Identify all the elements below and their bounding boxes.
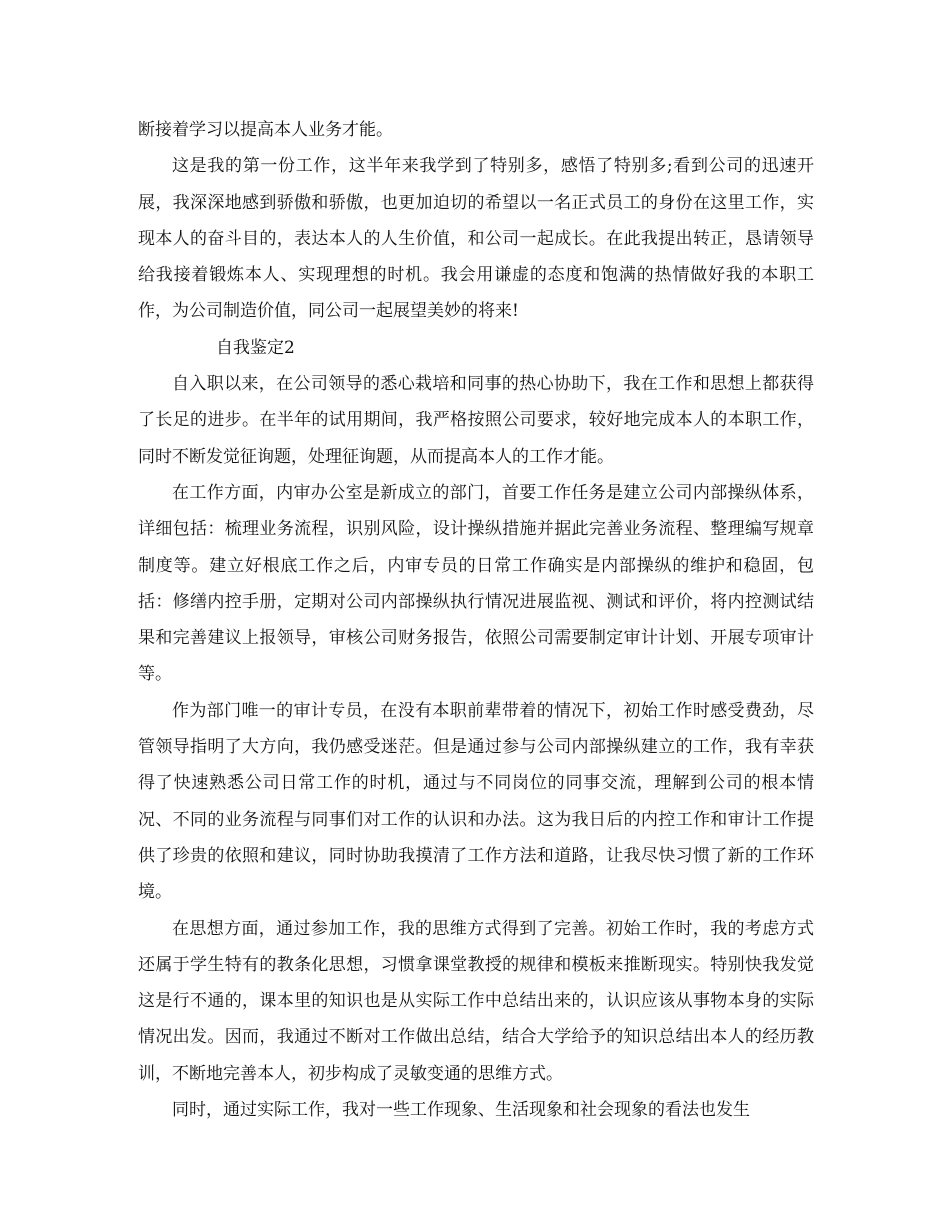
- section-heading: 自我鉴定2: [216, 337, 295, 358]
- paragraph-first-job: 这是我的第一份工作，这半年来我学到了特别多，感悟了特别多;看到公司的迅速开展，我深深地感到骄傲和骄傲，也更加迫切的希望以一名正式员工的身份在这里工作，实现本人的奋斗目的，表达本人的人生价值，和公司一起成长。在此我提出转正，恳请领导给我接着锻炼本人、实现理想的时机。我会用谦虚的态度和饱满的热情做好我的本职工作，为公司制造价值，同公司一起展望美妙的将来!: [138, 156, 814, 322]
- paragraph-thinking-aspect: 在思想方面，通过参加工作，我的思维方式得到了完善。初始工作时，我的考虑方式还属于学生特有的教条化思想，习惯拿课堂教授的规律和模板来推断现实。特别快我发觉这是行不通的，课本里的知识也是从实际工作中总结出来的，认识应该从事物本身的实际情况出发。因而，我通过不断对工作做出总结，结合大学给予的知识总结出本人的经历教训，不断地完善本人，初步构成了灵敏变通的思维方式。: [138, 918, 814, 1084]
- document-body: [138, 112, 814, 1128]
- paragraph-audit-specialist: 作为部门唯一的审计专员，在没有本职前辈带着的情况下，初始工作时感受费劲，尽管领导指明了大方向，我仍感受迷茫。但是通过参与公司内部操纵建立的工作，我有幸获得了快速熟悉公司日常工作的时机，通过与不同岗位的同事交流，理解到公司的根本情况、不同的业务流程与同事们对工作的认识和办法。这为我日后的内控工作和审计工作提供了珍贵的依照和建议，同时协助我摸清了工作方法和道路，让我尽快习惯了新的工作环境。: [138, 700, 814, 903]
- paragraph-continuation: 断接着学习以提高本人业务才能。: [138, 120, 393, 140]
- paragraph-since-joining: 自入职以来，在公司领导的悉心栽培和同事的热心协助下，我在工作和思想上都获得了长足的进步。在半年的试用期间，我严格按照公司要求，较好地完成本人的本职工作，同时不断发觉征询题，处理征询题，从而提高本人的工作才能。: [138, 374, 814, 467]
- paragraph-work-aspect: 在工作方面，内审办公室是新成立的部门，首要工作任务是建立公司内部操纵体系，详细包括：梳理业务流程，识别风险，设计操纵措施并据此完善业务流程、整理编写规章制度等。建立好根底工作之后，内审专员的日常工作确实是内部操纵的维护和稳固，包括：修缮内控手册，定期对公司内部操纵执行情况进展监视、测试和评价，将内控测试结果和完善建议上报领导，审核公司财务报告，依照公司需要制定审计计划、开展专项审计等。: [138, 482, 814, 685]
- paragraph-meanwhile: 同时，通过实际工作，我对一些工作现象、生活现象和社会现象的看法也发生: [172, 1100, 750, 1121]
